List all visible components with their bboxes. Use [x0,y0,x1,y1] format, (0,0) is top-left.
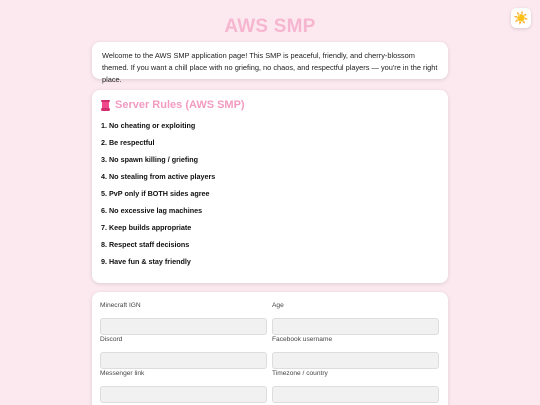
intro-card [92,42,448,84]
rules-card [92,90,448,283]
ign-input[interactable] [100,318,267,335]
rule-item: 6. No excessive lag machines [101,206,203,215]
rules-heading [101,98,439,112]
timezone-label: Timezone / country [272,370,328,377]
sun-icon: ☀️ [513,11,529,25]
page-title: AWS SMP [224,16,316,37]
ign-label: Minecraft IGN [100,302,141,309]
timezone-field [272,369,439,403]
intro-text: Welcome to the AWS SMP application page! This SMP is peaceful, friendly, and cherry-blossom themed. If you want a chill place with no griefing, no chaos, and respectful players — you're in the right place. [102,51,438,84]
timezone-input[interactable] [272,386,439,403]
discord-input[interactable] [100,352,267,369]
rule-item: 7. Keep builds appropriate [101,223,192,232]
ign-field [100,301,267,335]
rule-item: 5. PvP only if BOTH sides agree [101,189,210,198]
discord-label: Discord [100,336,123,343]
messenger-input[interactable] [100,386,267,403]
facebook-input[interactable] [272,352,439,369]
age-field [272,301,439,335]
messenger-field [100,369,267,403]
messenger-label: Messenger link [100,370,145,377]
rule-item: 1. No cheating or exploiting [101,121,196,130]
scroll-icon [101,100,110,111]
rules-title: Server Rules (AWS SMP) [115,99,245,111]
age-label: Age [272,302,284,309]
rules-list [101,120,439,273]
application-form [92,292,448,405]
facebook-field [272,335,439,369]
discord-field [100,335,267,369]
rule-item: 3. No spawn killing / griefing [101,155,199,164]
rule-item: 4. No stealing from active players [101,172,216,181]
rule-item: 9. Have fun & stay friendly [101,257,191,266]
facebook-label: Facebook username [272,336,333,343]
rule-item: 2. Be respectful [101,138,155,147]
age-input[interactable] [272,318,439,335]
rule-item: 8. Respect staff decisions [101,240,190,249]
